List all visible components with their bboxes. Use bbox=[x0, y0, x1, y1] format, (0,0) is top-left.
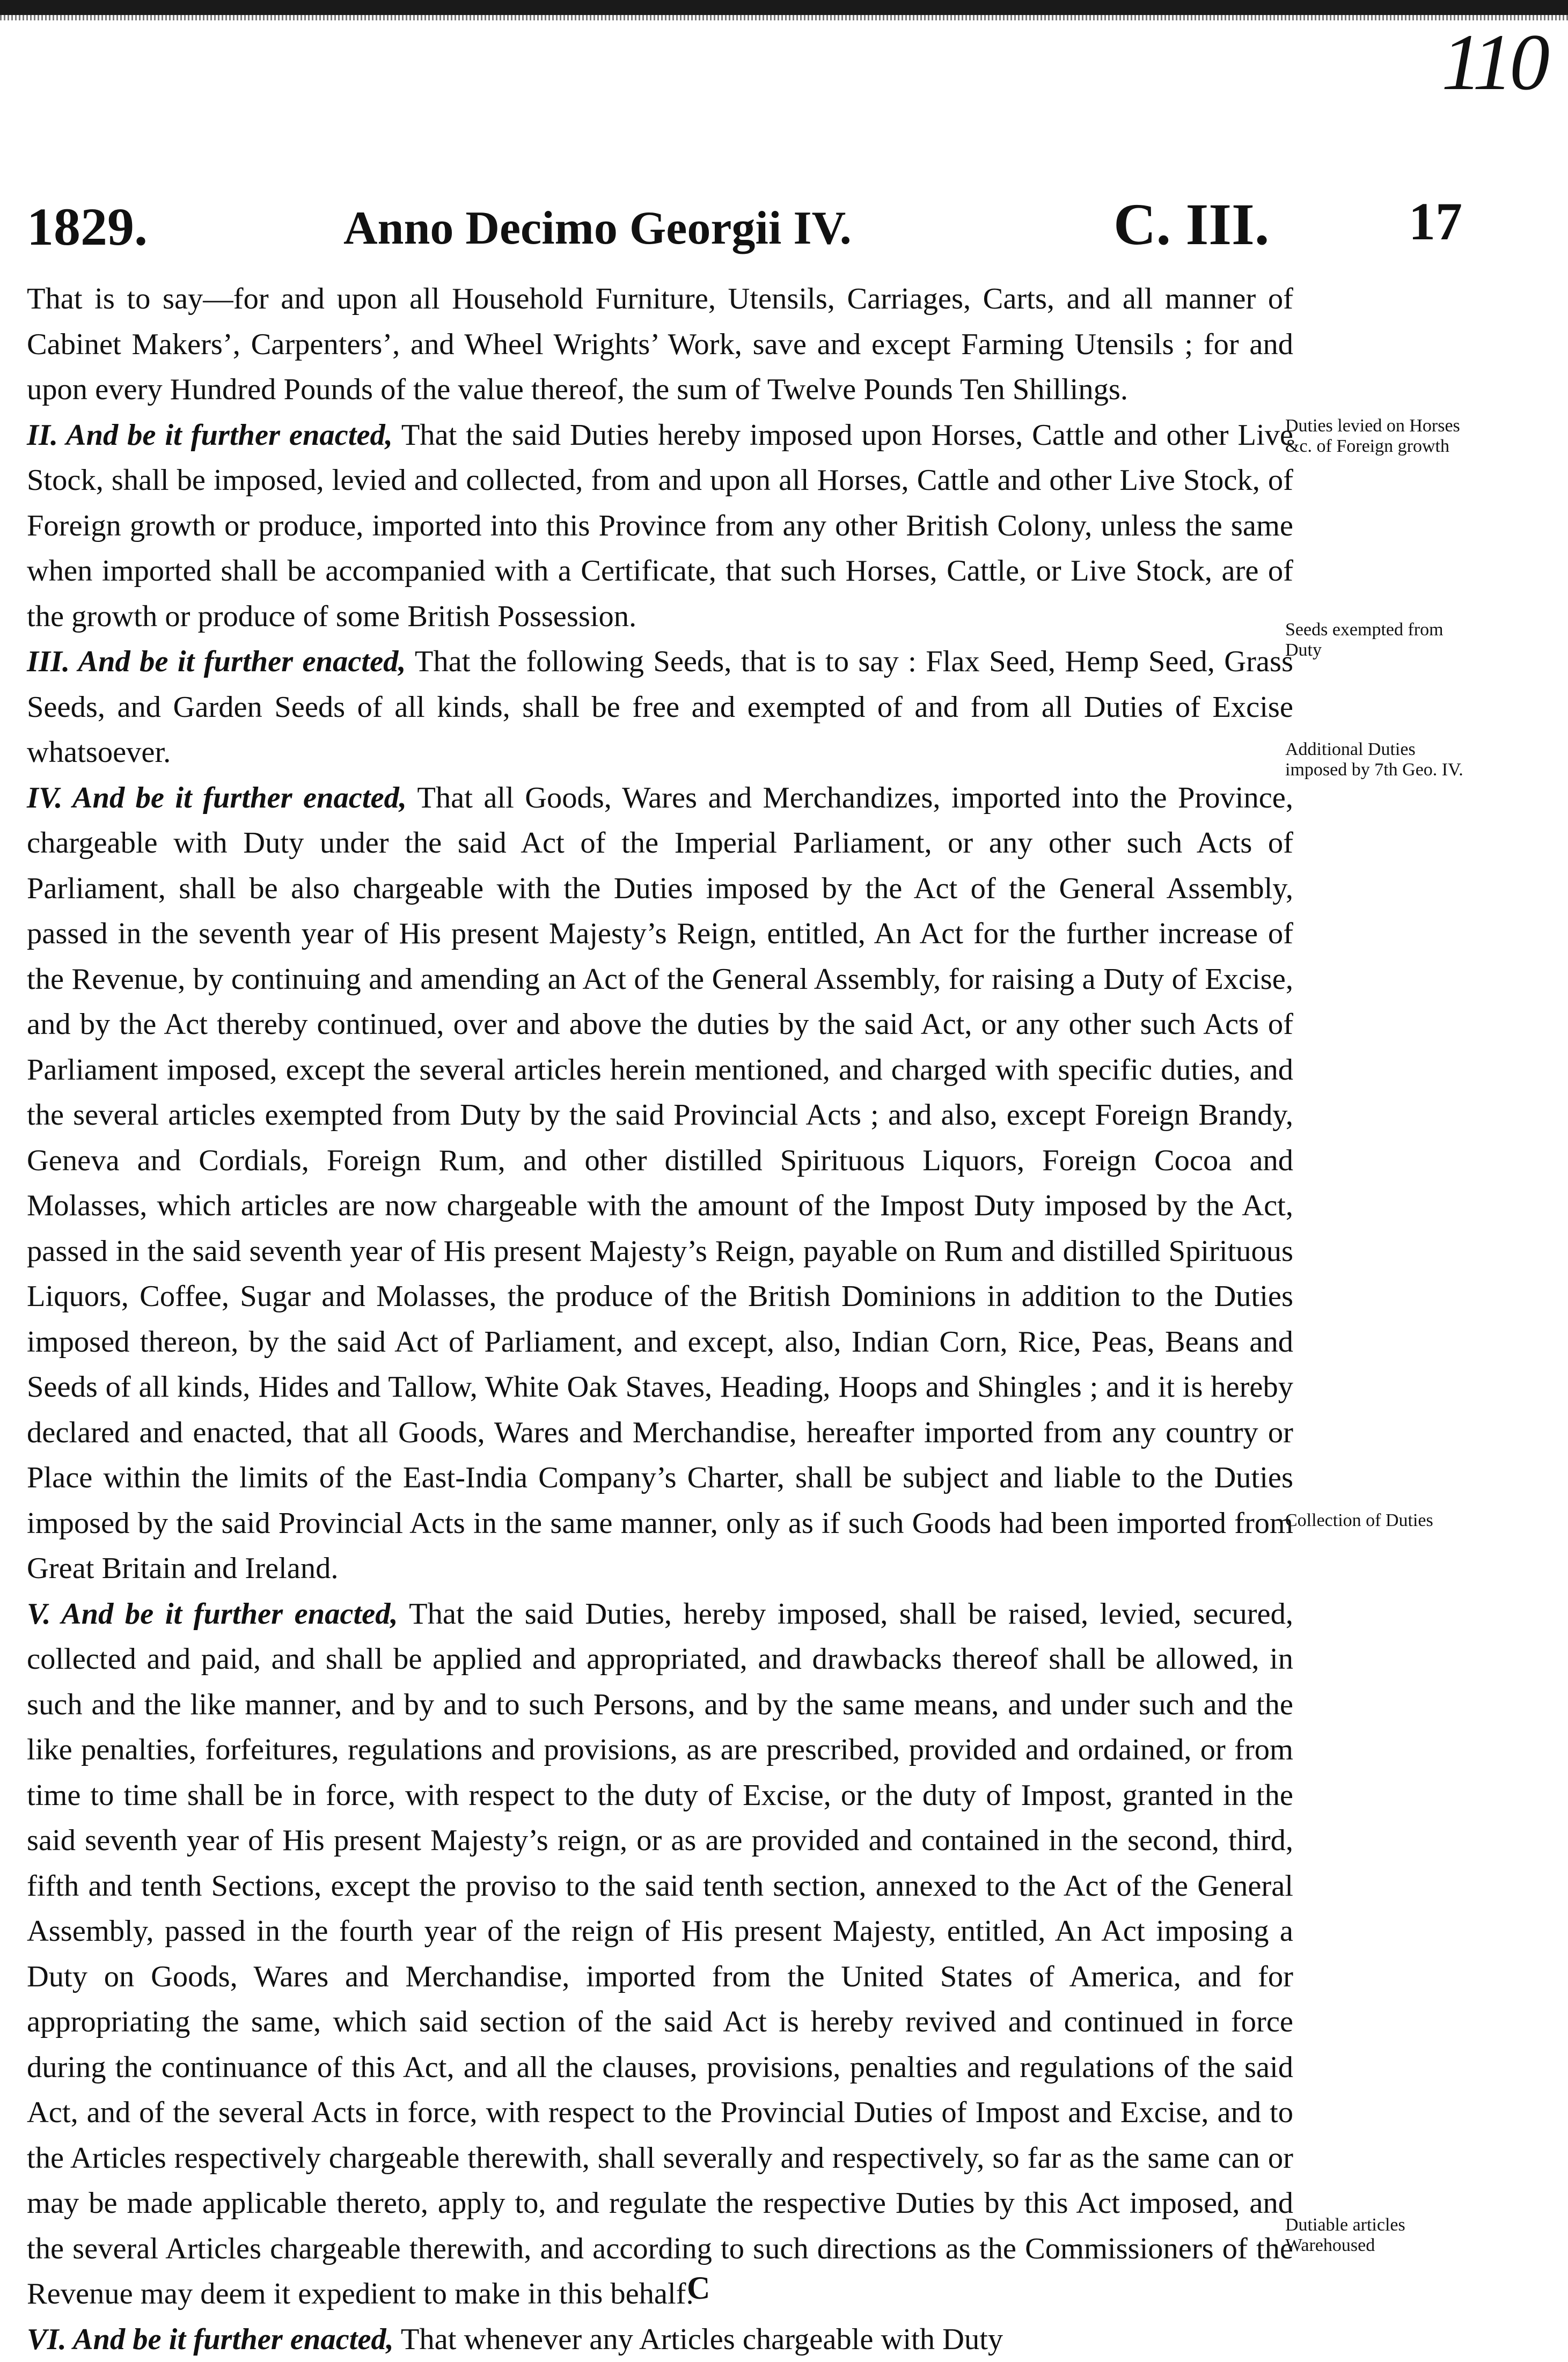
paragraph-intro bbox=[27, 276, 1293, 413]
section-3 bbox=[27, 639, 1293, 775]
section-text: That the following Seeds, that is to say : Flax Seed, Hemp Seed, Grass Seeds, and Garden Seeds of all kinds, shall be free and exempted of and from all Duties of Excise whatsoever. bbox=[27, 645, 1293, 769]
section-lead: VI. And be it further enacted, bbox=[27, 2323, 394, 2356]
section-6 bbox=[27, 2317, 1293, 2362]
margin-note-seeds: Seeds exempted from Duty bbox=[1285, 620, 1478, 661]
header-page-number: 17 bbox=[1409, 190, 1462, 252]
section-5 bbox=[27, 1591, 1293, 2317]
top-border-dots bbox=[0, 15, 1568, 20]
margin-note-warehoused: Dutiable articles Warehoused bbox=[1285, 2215, 1478, 2256]
paragraph-text: That is to say—for and upon all Household Furniture, Utensils, Carriages, Carts, and all manner of Cabinet Makers’, Carpenters’, and Wheel Wrights’ Work, save and except Farming Utensils ; for and upon every Hundred Pounds of the value thereof, the sum of Twelve Pounds Ten Shillings. bbox=[27, 282, 1293, 406]
section-lead: IV. And be it further enacted, bbox=[27, 781, 407, 815]
section-2 bbox=[27, 413, 1293, 640]
folio-number: 110 bbox=[1441, 16, 1547, 108]
header-title: Anno Decimo Georgii IV. bbox=[343, 201, 852, 255]
section-text: That whenever any Articles chargeable with Duty bbox=[394, 2323, 1003, 2356]
section-lead: V. And be it further enacted, bbox=[27, 1597, 398, 1631]
top-border-band bbox=[0, 0, 1568, 15]
section-lead: II. And be it further enacted, bbox=[27, 419, 393, 452]
header-year: 1829. bbox=[27, 196, 148, 258]
section-lead: III. And be it further enacted, bbox=[27, 645, 406, 678]
section-text: That the said Duties, hereby imposed, shall be raised, levied, secured, collected and paid, and shall be applied and appropriated, and drawbacks thereof shall be allowed, in such and the like manner, and by and to such Persons, and by the same means, and under such and the like penalties, forfeitures, regulations and provisions, as are prescribed, provided and ordained, or from time to time shall be in force, with respect to the duty of Excise, or the duty of Impost, granted in the said seventh year of His present Majesty’s reign, or as are provided and contained in the second, third, fifth and tenth Sections, except the proviso to the said tenth section, annexed to the Act of the General Assembly, passed in the fourth year of the reign of His present Majesty, entitled, An Act imposing a Duty on Goods, Wares and Merchandise, imported from the United States of America, and for appropriating the same, which said section of the said Act is hereby revived and continued in force during the continuance of this Act, and all the clauses, provisions, penalties and regulations of the said Act, and of the several Acts in force, with respect to the Provincial Duties of Impost and Excise, and to the Articles respectively chargeable therewith, shall severally and respectively, so far as the same can or may be made applicable thereto, apply to, and regulate the respective Duties by this Act imposed, and the several Articles chargeable therewith, and according to such directions as the Commissioners of the Revenue may deem it expedient to make in this behalf. bbox=[27, 1597, 1293, 2311]
margin-note-horses: Duties levied on Horses &c. of Foreign growth bbox=[1285, 416, 1478, 457]
header-chapter: C. III. bbox=[1113, 190, 1269, 259]
body-text bbox=[27, 276, 1293, 2362]
section-text: That all Goods, Wares and Merchandizes, imported into the Province, chargeable with Duty under the said Act of the Imperial Parliament, or any other such Acts of Parliament, shall be also chargeable with the Duties imposed by the Act of the General Assembly, passed in the seventh year of His present Majesty’s Reign, entitled, An Act for the further increase of the Revenue, by continuing and amending an Act of the General Assembly, for raising a Duty of Excise, and by the Act thereby continued, over and above the duties by the said Act, or any other such Acts of Parliament imposed, except the several articles herein mentioned, and charged with specific duties, and the several articles exempted from Duty by the said Provincial Acts ; and also, except Foreign Brandy, Geneva and Cordials, Foreign Rum, and other distilled Spirituous Liquors, Foreign Cocoa and Molasses, which articles are now chargeable with the amount of the Impost Duty imposed by the Act, passed in the said seventh year of His present Majesty’s Reign, payable on Rum and distilled Spirituous Liquors, Coffee, Sugar and Molasses, the produce of the British Dominions in addition to the Duties imposed thereon, by the said Act of Parliament, and except, also, Indian Corn, Rice, Peas, Beans and Seeds of all kinds, Hides and Tallow, White Oak Staves, Heading, Hoops and Shingles ; and it is hereby declared and enacted, that all Goods, Wares and Merchandise, hereafter imported from any country or Place within the limits of the East-India Company’s Charter, shall be subject and liable to the Duties imposed by the said Provincial Acts in the same manner, only as if such Goods had been imported from Great Britain and Ireland. bbox=[27, 781, 1293, 1586]
section-text: That the said Duties hereby imposed upon Horses, Cattle and other Live Stock, shall be imposed, levied and collected, from and upon all Horses, Cattle and other Live Stock, of Foreign growth or produce, imported into this Province from any other British Colony, unless the same when imported shall be accompanied with a Certificate, that such Horses, Cattle, or Live Stock, are of the growth or produce of some British Possession. bbox=[27, 419, 1293, 633]
margin-note-additional-duties: Additional Duties imposed by 7th Geo. IV. bbox=[1285, 739, 1478, 780]
running-header bbox=[27, 190, 1465, 276]
signature-mark: C bbox=[687, 2270, 710, 2307]
margin-note-collection: Collection of Duties bbox=[1285, 1510, 1478, 1531]
section-4 bbox=[27, 775, 1293, 1591]
